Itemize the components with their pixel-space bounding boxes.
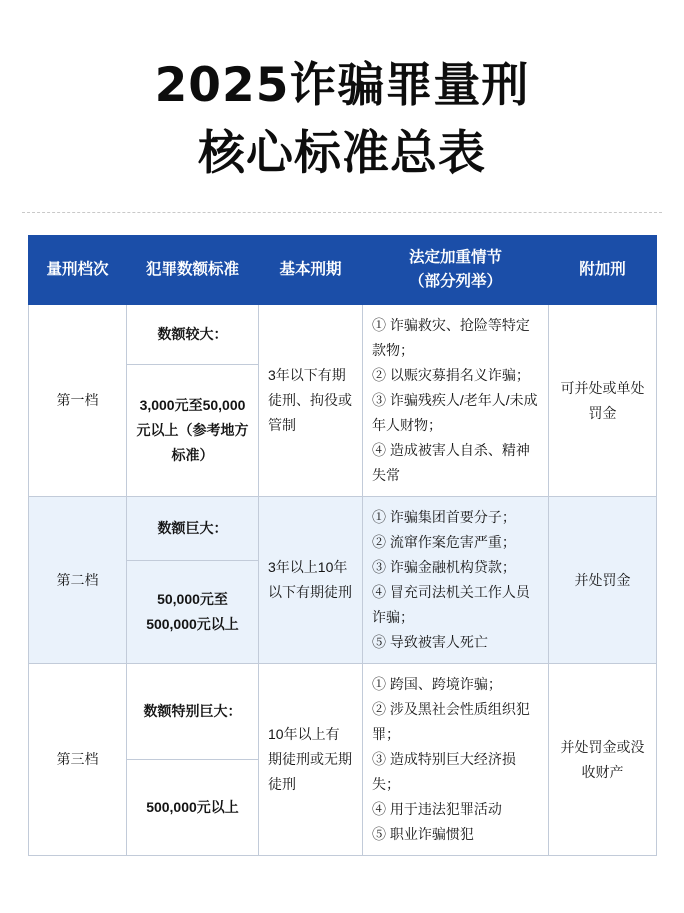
amount-label-cell: 数额特别巨大： xyxy=(127,664,259,760)
amount-label-cell: 数额较大： xyxy=(127,305,259,365)
table-row xyxy=(29,497,657,561)
additional-penalty-cell: 并处罚金 xyxy=(549,497,657,664)
aggravating-cell xyxy=(363,664,549,856)
aggravating-list xyxy=(372,505,539,655)
sentencing-table-wrapper xyxy=(28,235,656,856)
base-term-cell: 3年以下有期徒刑、拘役或管制 xyxy=(259,305,363,497)
header-additional-penalty: 附加刑 xyxy=(549,236,657,305)
list-item: ② 流窜作案危害严重； xyxy=(372,534,516,550)
aggravating-list xyxy=(372,313,539,488)
aggravating-cell xyxy=(363,305,549,497)
page-title xyxy=(0,0,684,188)
list-item: ① 跨国、跨境诈骗； xyxy=(372,676,502,692)
title-line-1: 2025诈骗罪量刑 xyxy=(154,58,530,113)
table-row xyxy=(29,664,657,760)
amount-label-cell: 数额巨大： xyxy=(127,497,259,561)
list-item: ② 涉及黑社会性质组织犯罪； xyxy=(372,701,530,742)
list-item: ④ 冒充司法机关工作人员诈骗； xyxy=(372,584,530,625)
list-item: ④ 造成被害人自杀、精神失常 xyxy=(372,442,530,483)
table-row xyxy=(29,305,657,365)
list-item: ③ 造成特别巨大经济损失； xyxy=(372,751,516,792)
header-base-term: 基本刑期 xyxy=(259,236,363,305)
header-tier: 量刑档次 xyxy=(29,236,127,305)
table-header xyxy=(29,236,657,305)
amount-value-cell: 500,000元以上 xyxy=(127,760,259,856)
table-header-row xyxy=(29,236,657,305)
tier-cell: 第三档 xyxy=(29,664,127,856)
base-term-cell: 3年以上10年以下有期徒刑 xyxy=(259,497,363,664)
sentencing-standards-table xyxy=(28,235,657,856)
header-aggravating-line-2: （部分列举） xyxy=(408,273,502,290)
additional-penalty-cell: 并处罚金或没收财产 xyxy=(549,664,657,856)
aggravating-cell xyxy=(363,497,549,664)
list-item: ④ 用于违法犯罪活动 xyxy=(372,801,502,817)
list-item: ③ 诈骗残疾人/老年人/未成年人财物； xyxy=(372,392,538,433)
header-amount: 犯罪数额标准 xyxy=(127,236,259,305)
list-item: ③ 诈骗金融机构贷款； xyxy=(372,559,516,575)
table-body xyxy=(29,305,657,856)
aggravating-list xyxy=(372,672,539,847)
list-item: ② 以赈灾募捐名义诈骗； xyxy=(372,367,530,383)
list-item: ⑤ 导致被害人死亡 xyxy=(372,634,488,650)
base-term-cell: 10年以上有期徒刑或无期徒刑 xyxy=(259,664,363,856)
header-aggravating-line-1: 法定加重情节 xyxy=(408,249,502,266)
list-item: ⑤ 职业诈骗惯犯 xyxy=(372,826,474,842)
header-aggravating xyxy=(363,236,549,305)
tier-cell: 第二档 xyxy=(29,497,127,664)
amount-value-cell: 3,000元至50,000元以上（参考地方标准） xyxy=(127,365,259,497)
list-item: ① 诈骗救灾、抢险等特定款物； xyxy=(372,317,530,358)
title-divider xyxy=(22,212,662,213)
list-item: ① 诈骗集团首要分子； xyxy=(372,509,516,525)
amount-value-cell: 50,000元至500,000元以上 xyxy=(127,561,259,664)
tier-cell: 第一档 xyxy=(29,305,127,497)
title-line-2: 核心标准总表 xyxy=(198,126,486,181)
additional-penalty-cell: 可并处或单处罚金 xyxy=(549,305,657,497)
